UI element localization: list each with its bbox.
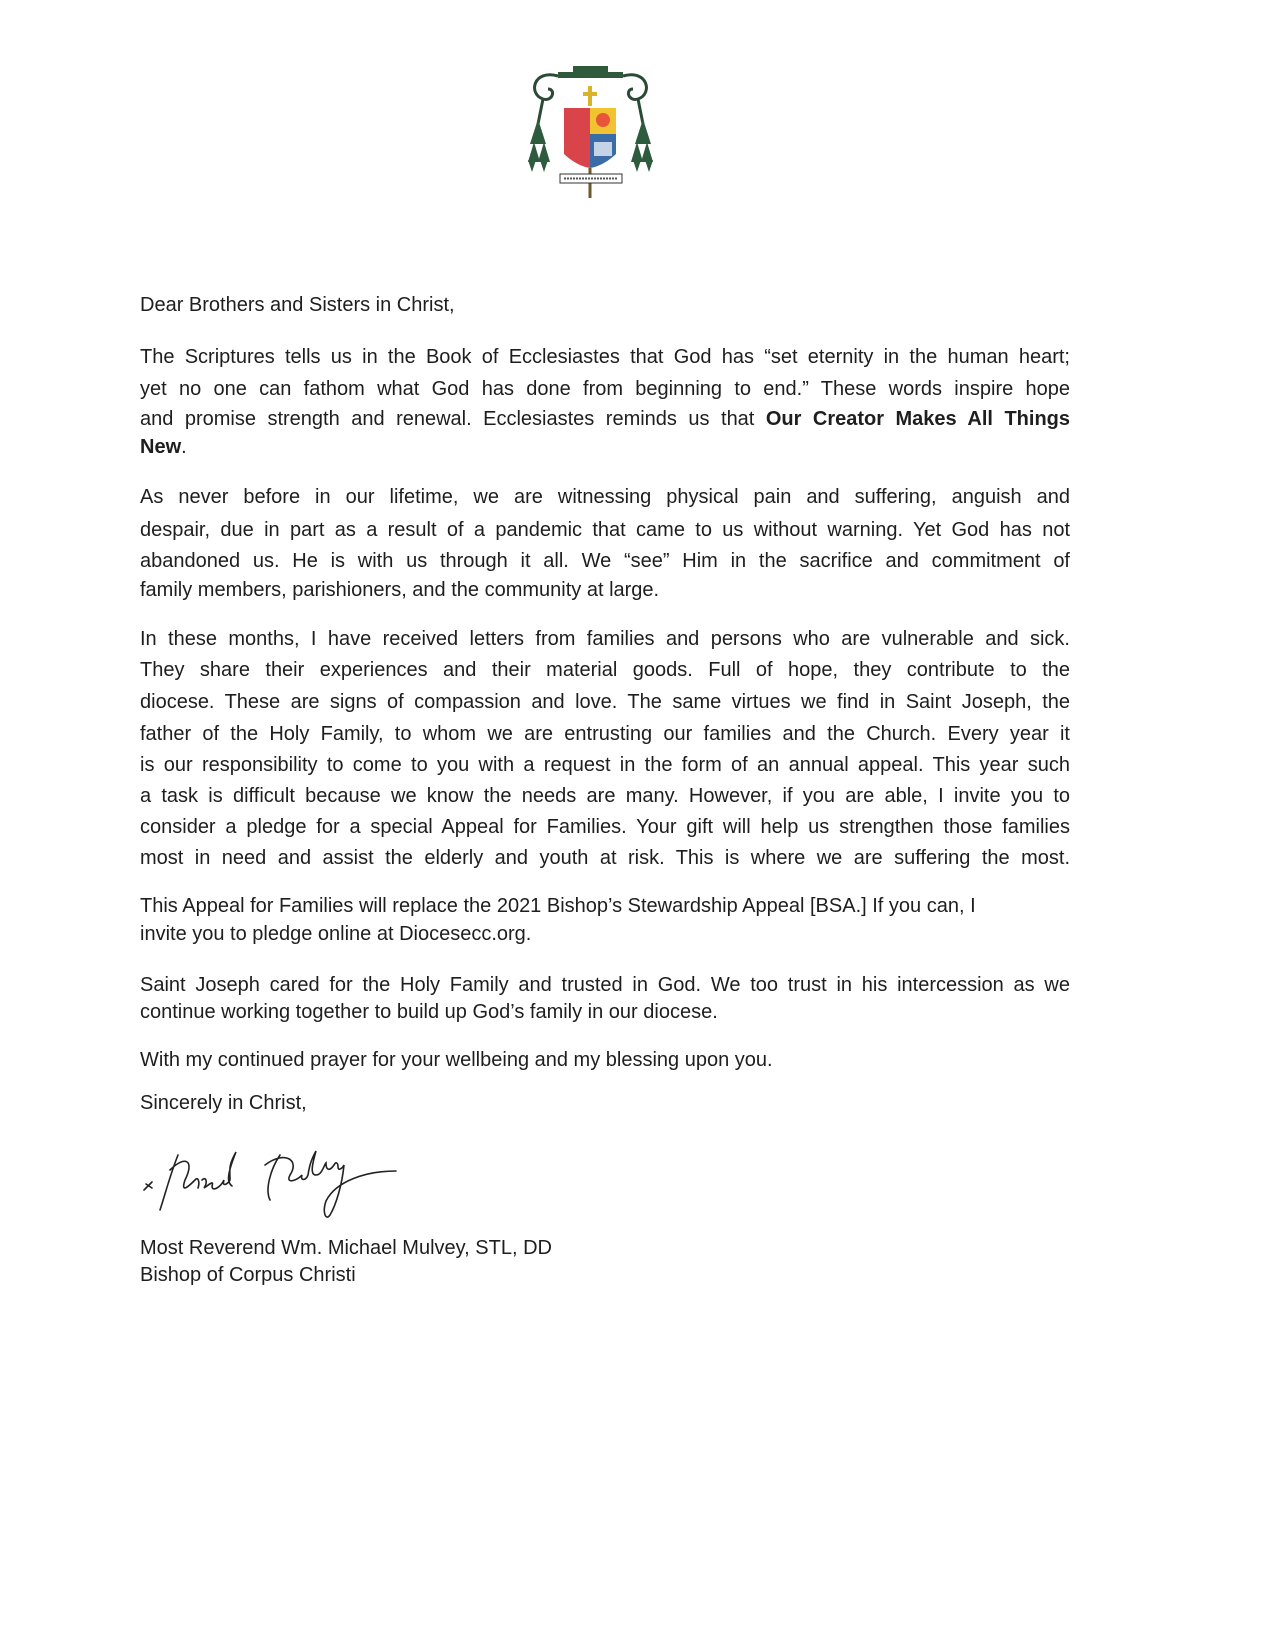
text-line: Saint Joseph cared for the Holy Family and trusted in God. We too trust in his intercession as we bbox=[140, 974, 1070, 996]
closing: Sincerely in Christ, bbox=[140, 1092, 307, 1114]
bold-emphasis: New bbox=[140, 436, 182, 458]
text: and promise strength and renewal. Ecclesiastes reminds us that bbox=[140, 408, 755, 430]
text-line: consider a pledge for a special Appeal for Families. Your gift will help us strengthen those families bbox=[140, 816, 1070, 838]
text-line: invite you to pledge online at Diocesecc.org. bbox=[140, 923, 532, 945]
signatory-title: Bishop of Corpus Christi bbox=[140, 1264, 356, 1286]
text-line bbox=[140, 435, 1070, 459]
text-line: abandoned us. He is with us through it all. We “see” Him in the sacrifice and commitment of bbox=[140, 550, 1070, 572]
signatory-name: Most Reverend Wm. Michael Mulvey, STL, DD bbox=[140, 1237, 552, 1259]
text-line: They share their experiences and their material goods. Full of hope, they contribute to the bbox=[140, 659, 1070, 681]
bold-emphasis: Our Creator Makes All Things bbox=[765, 408, 1070, 430]
text-line: This Appeal for Families will replace the 2021 Bishop’s Stewardship Appeal [BSA.] If you can, I bbox=[140, 895, 976, 917]
text-line: father of the Holy Family, to whom we are entrusting our families and the Church. Every year it bbox=[140, 723, 1070, 745]
text-line: most in need and assist the elderly and youth at risk. This is where we are suffering the most. bbox=[140, 847, 1070, 869]
handwritten-signature bbox=[140, 1140, 410, 1235]
blessing-line: With my continued prayer for your wellbeing and my blessing upon you. bbox=[140, 1049, 773, 1071]
text: . bbox=[181, 436, 187, 458]
text-line: As never before in our lifetime, we are witnessing physical pain and suffering, anguish and bbox=[140, 486, 1070, 508]
text-line: diocese. These are signs of compassion and love. The same virtues we find in Saint Joseph, the bbox=[140, 691, 1070, 713]
text-line bbox=[140, 407, 1070, 431]
text-line: a task is difficult because we know the needs are many. However, if you are able, I invite you to bbox=[140, 785, 1070, 807]
text-line: is our responsibility to come to you with a request in the form of an annual appeal. This year such bbox=[140, 754, 1070, 776]
text-line: family members, parishioners, and the community at large. bbox=[140, 579, 660, 601]
text-line: yet no one can fathom what God has done from beginning to end.” These words inspire hope bbox=[140, 378, 1070, 400]
text-line: In these months, I have received letters from families and persons who are vulnerable and sick. bbox=[140, 628, 1070, 650]
coat-of-arms-logo bbox=[528, 64, 653, 206]
text-line: The Scriptures tells us in the Book of Ecclesiastes that God has “set eternity in the human heart; bbox=[140, 346, 1070, 368]
text-line: despair, due in part as a result of a pandemic that came to us without warning. Yet God has not bbox=[140, 519, 1070, 541]
text-line: continue working together to build up God’s family in our diocese. bbox=[140, 1001, 718, 1023]
greeting: Dear Brothers and Sisters in Christ, bbox=[140, 294, 455, 316]
